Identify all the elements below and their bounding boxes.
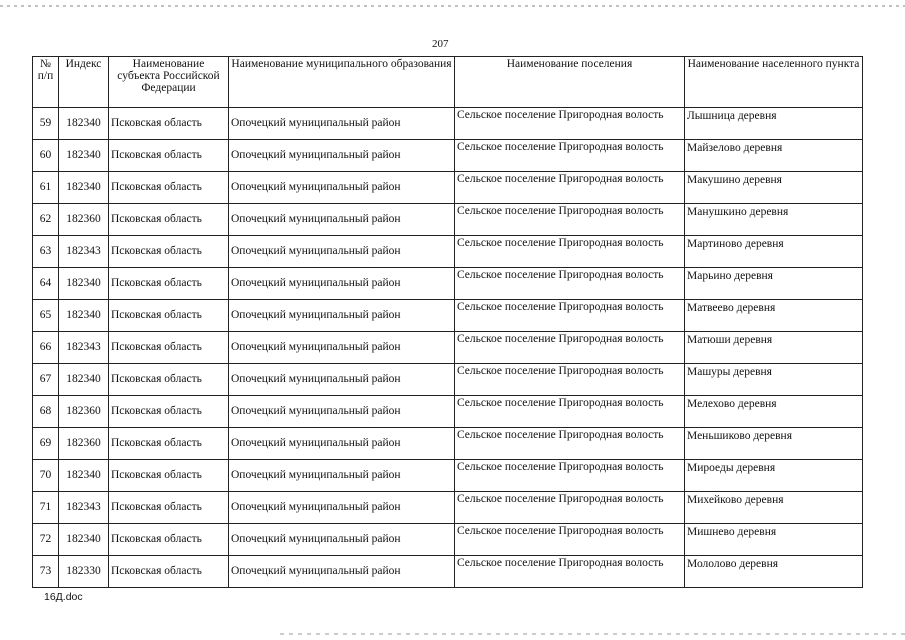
cell-index: 182360 <box>59 428 109 460</box>
cell-municipality: Опочецкий муниципальный район <box>229 492 455 524</box>
cell-municipality: Опочецкий муниципальный район <box>229 460 455 492</box>
cell-settlement: Сельское поселение Пригородная волость <box>455 364 685 396</box>
cell-region: Псковская область <box>109 428 229 460</box>
cell-municipality: Опочецкий муниципальный район <box>229 172 455 204</box>
cell-num: 68 <box>33 396 59 428</box>
cell-locality: Машуры деревня <box>685 364 863 396</box>
cell-municipality: Опочецкий муниципальный район <box>229 556 455 588</box>
cell-index: 182340 <box>59 140 109 172</box>
cell-region: Псковская область <box>109 172 229 204</box>
cell-num: 60 <box>33 140 59 172</box>
cell-region: Псковская область <box>109 524 229 556</box>
cell-index: 182343 <box>59 236 109 268</box>
cell-num: 65 <box>33 300 59 332</box>
table-row <box>33 332 863 364</box>
cell-region: Псковская область <box>109 556 229 588</box>
cell-locality: Лышница деревня <box>685 108 863 140</box>
cell-locality: Меньшиково деревня <box>685 428 863 460</box>
cell-municipality: Опочецкий муниципальный район <box>229 204 455 236</box>
cell-settlement: Сельское поселение Пригородная волость <box>455 268 685 300</box>
cell-index: 182340 <box>59 524 109 556</box>
cell-municipality: Опочецкий муниципальный район <box>229 300 455 332</box>
cell-region: Псковская область <box>109 236 229 268</box>
cell-index: 182360 <box>59 396 109 428</box>
table-row <box>33 364 863 396</box>
cell-municipality: Опочецкий муниципальный район <box>229 428 455 460</box>
cell-municipality: Опочецкий муниципальный район <box>229 268 455 300</box>
cell-municipality: Опочецкий муниципальный район <box>229 140 455 172</box>
cell-index: 182340 <box>59 268 109 300</box>
table-body <box>33 108 863 588</box>
cell-locality: Манушкино деревня <box>685 204 863 236</box>
header-region: Наименование субъекта Российской Федерации <box>109 57 229 108</box>
cell-num: 66 <box>33 332 59 364</box>
cell-num: 61 <box>33 172 59 204</box>
cell-region: Псковская область <box>109 332 229 364</box>
table-row <box>33 172 863 204</box>
table-row <box>33 556 863 588</box>
cell-index: 182340 <box>59 300 109 332</box>
cell-index: 182340 <box>59 364 109 396</box>
table-row <box>33 524 863 556</box>
header-settlement: Наименование поселения <box>455 57 685 108</box>
cell-municipality: Опочецкий муниципальный район <box>229 524 455 556</box>
cell-settlement: Сельское поселение Пригородная волость <box>455 236 685 268</box>
cell-locality: Мишнево деревня <box>685 524 863 556</box>
cell-region: Псковская область <box>109 492 229 524</box>
cell-locality: Михейково деревня <box>685 492 863 524</box>
cell-settlement: Сельское поселение Пригородная волость <box>455 460 685 492</box>
table-row <box>33 492 863 524</box>
cell-num: 73 <box>33 556 59 588</box>
table-row <box>33 428 863 460</box>
settlements-table-wrap <box>32 56 863 588</box>
cell-num: 62 <box>33 204 59 236</box>
cell-index: 182343 <box>59 332 109 364</box>
cell-index: 182360 <box>59 204 109 236</box>
cell-settlement: Сельское поселение Пригородная волость <box>455 108 685 140</box>
table-row <box>33 460 863 492</box>
cell-index: 182340 <box>59 460 109 492</box>
cell-municipality: Опочецкий муниципальный район <box>229 236 455 268</box>
table-row <box>33 204 863 236</box>
table-row <box>33 396 863 428</box>
cell-index: 182343 <box>59 492 109 524</box>
cell-locality: Мартиново деревня <box>685 236 863 268</box>
cell-locality: Мелехово деревня <box>685 396 863 428</box>
cell-region: Псковская область <box>109 396 229 428</box>
cell-locality: Марьино деревня <box>685 268 863 300</box>
table-row <box>33 140 863 172</box>
cell-settlement: Сельское поселение Пригородная волость <box>455 428 685 460</box>
cell-locality: Матюши деревня <box>685 332 863 364</box>
page-number: 207 <box>432 38 449 50</box>
header-locality: Наименование населенного пункта <box>685 57 863 108</box>
cell-index: 182340 <box>59 172 109 204</box>
header-num: № п/п <box>33 57 59 108</box>
cell-num: 70 <box>33 460 59 492</box>
cell-num: 71 <box>33 492 59 524</box>
cell-region: Псковская область <box>109 364 229 396</box>
cell-locality: Макушино деревня <box>685 172 863 204</box>
cell-settlement: Сельское поселение Пригородная волость <box>455 396 685 428</box>
table-row <box>33 300 863 332</box>
cell-municipality: Опочецкий муниципальный район <box>229 332 455 364</box>
cell-settlement: Сельское поселение Пригородная волость <box>455 556 685 588</box>
cell-region: Псковская область <box>109 300 229 332</box>
table-header <box>33 57 863 108</box>
cell-num: 64 <box>33 268 59 300</box>
footer-filename: 16Д.doc <box>44 591 83 603</box>
cell-locality: Матвеево деревня <box>685 300 863 332</box>
cell-num: 67 <box>33 364 59 396</box>
cell-municipality: Опочецкий муниципальный район <box>229 396 455 428</box>
header-municipality: Наименование муниципального образования <box>229 57 455 108</box>
cell-num: 69 <box>33 428 59 460</box>
table-row <box>33 268 863 300</box>
cell-settlement: Сельское поселение Пригородная волость <box>455 332 685 364</box>
settlements-table <box>32 56 863 588</box>
cell-index: 182330 <box>59 556 109 588</box>
scan-edge-top <box>0 5 905 7</box>
cell-num: 63 <box>33 236 59 268</box>
cell-settlement: Сельское поселение Пригородная волость <box>455 300 685 332</box>
cell-region: Псковская область <box>109 140 229 172</box>
cell-region: Псковская область <box>109 460 229 492</box>
cell-num: 59 <box>33 108 59 140</box>
table-row <box>33 236 863 268</box>
cell-region: Псковская область <box>109 108 229 140</box>
cell-num: 72 <box>33 524 59 556</box>
cell-region: Псковская область <box>109 204 229 236</box>
table-row <box>33 108 863 140</box>
cell-locality: Мироеды деревня <box>685 460 863 492</box>
cell-index: 182340 <box>59 108 109 140</box>
cell-municipality: Опочецкий муниципальный район <box>229 364 455 396</box>
header-row <box>33 57 863 108</box>
cell-region: Псковская область <box>109 268 229 300</box>
header-index: Индекс <box>59 57 109 108</box>
cell-municipality: Опочецкий муниципальный район <box>229 108 455 140</box>
scan-edge-bottom <box>280 633 905 635</box>
cell-locality: Майзелово деревня <box>685 140 863 172</box>
cell-settlement: Сельское поселение Пригородная волость <box>455 492 685 524</box>
cell-settlement: Сельское поселение Пригородная волость <box>455 204 685 236</box>
cell-settlement: Сельское поселение Пригородная волость <box>455 524 685 556</box>
cell-settlement: Сельское поселение Пригородная волость <box>455 140 685 172</box>
cell-locality: Мололово деревня <box>685 556 863 588</box>
cell-settlement: Сельское поселение Пригородная волость <box>455 172 685 204</box>
